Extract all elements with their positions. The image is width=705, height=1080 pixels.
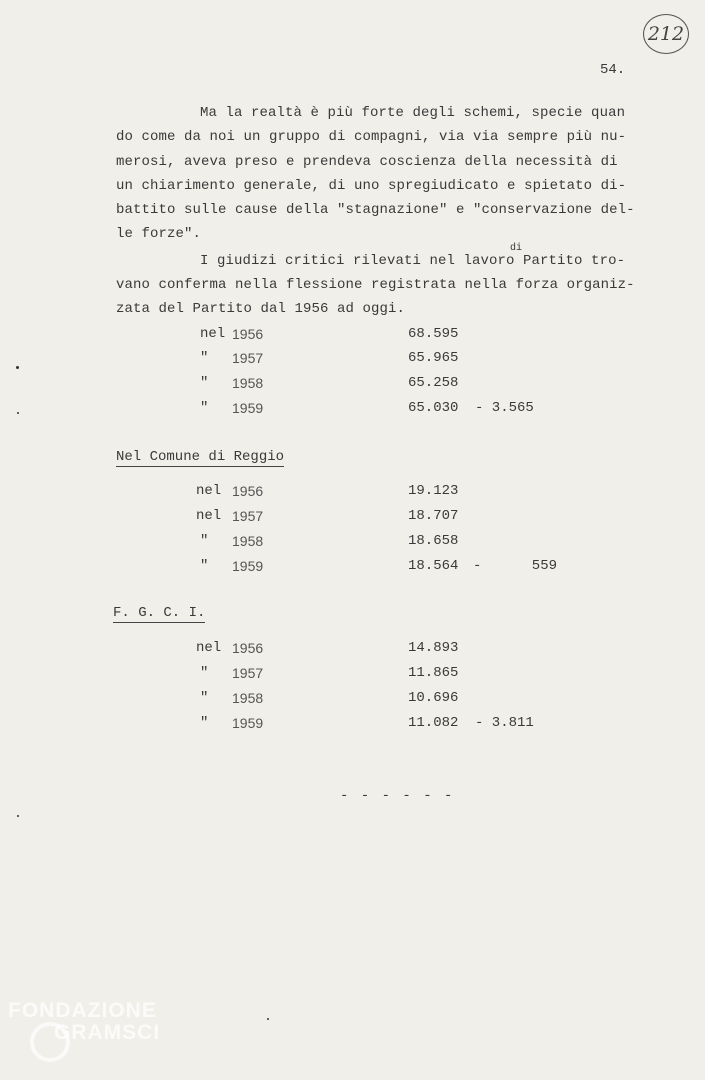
paragraph2-line: zata del Partito dal 1956 ad oggi. — [116, 301, 406, 317]
row-value: 11.865 — [408, 665, 459, 681]
row-year: 1956 — [232, 483, 264, 499]
fondazione-gramsci-watermark — [8, 1000, 160, 1044]
watermark-logo-ring — [30, 1022, 70, 1062]
row-label: " — [200, 690, 209, 706]
row-difference: - 3.811 — [475, 715, 534, 731]
row-label: nel — [200, 326, 226, 342]
row-value: 65.258 — [408, 375, 459, 391]
row-label: " — [200, 533, 209, 549]
row-difference: - 3.565 — [475, 400, 534, 416]
archive-stamp — [643, 14, 689, 54]
paragraph1-line: battito sulle cause della "stagnazione" e "conservazione del- — [116, 202, 635, 218]
row-value: 65.030 — [408, 400, 459, 416]
row-label: " — [200, 665, 209, 681]
paragraph1-line: le forze". — [116, 226, 202, 242]
row-label: nel — [196, 508, 222, 524]
scan-speck — [17, 815, 19, 817]
row-year: 1959 — [232, 558, 264, 574]
watermark-line: GRAMSCI — [54, 1021, 161, 1044]
row-label: " — [200, 400, 209, 416]
row-value: 19.123 — [408, 483, 459, 499]
row-year: 1957 — [232, 508, 264, 524]
row-year: 1957 — [232, 350, 264, 366]
row-label: " — [200, 715, 209, 731]
page-number: 54. — [600, 62, 626, 78]
row-value: 68.595 — [408, 326, 459, 342]
row-value: 11.082 — [408, 715, 459, 731]
row-value: 18.658 — [408, 533, 459, 549]
row-year: 1956 — [232, 640, 264, 656]
scan-speck — [16, 366, 19, 369]
row-year: 1958 — [232, 533, 264, 549]
row-value: 14.893 — [408, 640, 459, 656]
row-label: " — [200, 558, 209, 574]
row-year: 1958 — [232, 375, 264, 391]
paragraph2-line: vano conferma nella flessione registrata nella forza organiz- — [116, 277, 635, 293]
row-value: 18.707 — [408, 508, 459, 524]
paragraph1-line: do come da noi un gruppo di compagni, via via sempre più nu- — [116, 129, 627, 145]
paragraph1-line: merosi, aveva preso e prendeva coscienza della necessità di — [116, 154, 618, 170]
superscript-insertion: di — [510, 243, 523, 254]
scan-speck — [267, 1018, 269, 1020]
row-year: 1959 — [232, 400, 264, 416]
row-value: 10.696 — [408, 690, 459, 706]
row-label: " — [200, 350, 209, 366]
row-value: 18.564 — [408, 558, 459, 574]
comune-heading: Nel Comune di Reggio — [116, 449, 285, 465]
row-label: " — [200, 375, 209, 391]
row-year: 1959 — [232, 715, 264, 731]
fgci-heading: F. G. C. I. — [113, 605, 206, 621]
scan-speck — [17, 412, 19, 414]
paragraph1-line: un chiarimento generale, di uno spregiudicato e spietato di- — [116, 178, 627, 194]
row-label: nel — [196, 483, 222, 499]
row-year: 1958 — [232, 690, 264, 706]
row-difference: - 559 — [473, 558, 558, 574]
row-year: 1957 — [232, 665, 264, 681]
row-year: 1956 — [232, 326, 264, 342]
row-value: 65.965 — [408, 350, 459, 366]
end-dashes: - - - - - - — [340, 788, 455, 804]
paragraph1-line: Ma la realtà è più forte degli schemi, specie quan — [200, 105, 626, 121]
paragraph2-line: I giudizi critici rilevati nel lavoro Partito tro- — [200, 253, 626, 269]
row-label: nel — [196, 640, 222, 656]
archive-stamp-number: 212 — [647, 23, 685, 45]
watermark-line: FONDAZIONE — [8, 999, 157, 1022]
